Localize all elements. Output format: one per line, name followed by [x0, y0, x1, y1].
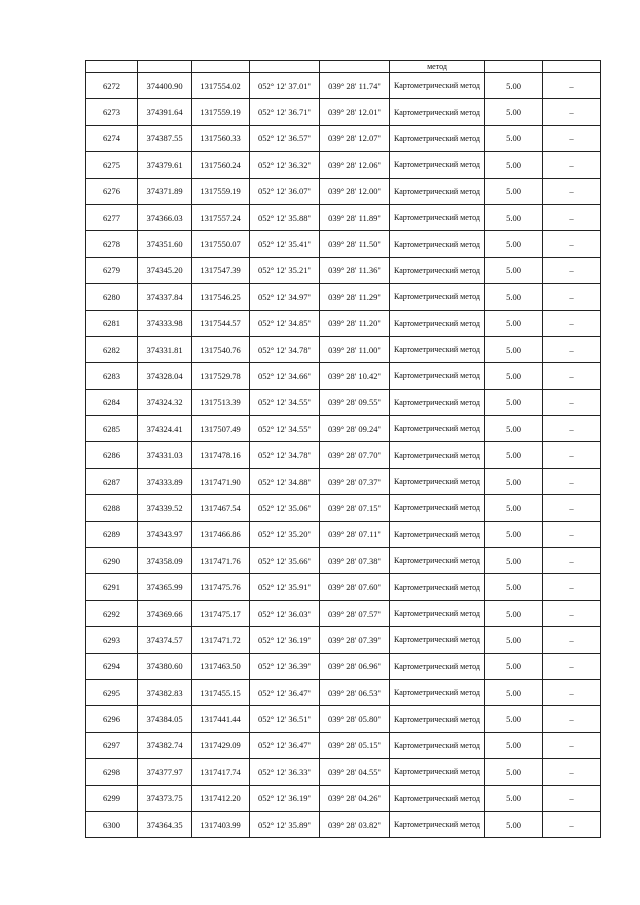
accuracy-cell: 5.00 [485, 99, 543, 125]
longitude-cell: 039° 28' 09.24" [320, 416, 390, 442]
longitude-cell: 039° 28' 07.11" [320, 521, 390, 547]
accuracy-cell: 5.00 [485, 679, 543, 705]
point-number-cell: 6295 [86, 679, 138, 705]
latitude-cell: 052° 12' 34.78" [250, 336, 320, 362]
longitude-cell: 039° 28' 06.96" [320, 653, 390, 679]
table-row [86, 416, 601, 442]
y-coordinate-cell: 1317546.25 [192, 284, 250, 310]
point-number-cell: 6294 [86, 653, 138, 679]
accuracy-cell: 5.00 [485, 336, 543, 362]
longitude-cell: 039° 28' 07.15" [320, 495, 390, 521]
x-coordinate-cell: 374371.89 [138, 178, 192, 204]
note-cell: – [543, 548, 601, 574]
accuracy-cell: 5.00 [485, 363, 543, 389]
table-row [86, 627, 601, 653]
table-row [86, 732, 601, 758]
point-number-cell: 6284 [86, 389, 138, 415]
accuracy-cell: 5.00 [485, 759, 543, 785]
point-number-cell: 6289 [86, 521, 138, 547]
longitude-cell: 039° 28' 04.26" [320, 785, 390, 811]
table-row [86, 73, 601, 99]
x-coordinate-cell: 374384.05 [138, 706, 192, 732]
table-row [86, 548, 601, 574]
method-cell: Картометрический метод [390, 363, 485, 389]
method-cell: Картометрический метод [390, 336, 485, 362]
note-cell: – [543, 178, 601, 204]
x-coordinate-cell: 374377.97 [138, 759, 192, 785]
x-coordinate-cell: 374324.41 [138, 416, 192, 442]
method-cell: Картометрический метод [390, 521, 485, 547]
longitude-cell: 039° 28' 11.29" [320, 284, 390, 310]
point-number-cell: 6291 [86, 574, 138, 600]
method-cell: Картометрический метод [390, 125, 485, 151]
note-cell: – [543, 627, 601, 653]
point-number-cell: 6280 [86, 284, 138, 310]
table-row [86, 811, 601, 837]
point-number-cell: 6283 [86, 363, 138, 389]
x-coordinate-cell: 374382.74 [138, 732, 192, 758]
longitude-cell: 039° 28' 07.39" [320, 627, 390, 653]
latitude-cell: 052° 12' 36.32" [250, 152, 320, 178]
table-row [86, 204, 601, 230]
note-cell: – [543, 600, 601, 626]
latitude-cell: 052° 12' 35.21" [250, 257, 320, 283]
y-coordinate-cell: 1317550.07 [192, 231, 250, 257]
method-cell: Картометрический метод [390, 600, 485, 626]
longitude-cell: 039° 28' 11.20" [320, 310, 390, 336]
accuracy-cell: 5.00 [485, 442, 543, 468]
latitude-cell: 052° 12' 36.07" [250, 178, 320, 204]
latitude-cell: 052° 12' 36.47" [250, 732, 320, 758]
accuracy-cell: 5.00 [485, 310, 543, 336]
table-row [86, 468, 601, 494]
y-coordinate-cell: 1317513.39 [192, 389, 250, 415]
method-cell: Картометрический метод [390, 231, 485, 257]
note-cell: – [543, 442, 601, 468]
table-row [86, 442, 601, 468]
accuracy-cell: 5.00 [485, 204, 543, 230]
y-coordinate-cell: 1317478.16 [192, 442, 250, 468]
longitude-cell: 039° 28' 06.53" [320, 679, 390, 705]
point-number-cell: 6293 [86, 627, 138, 653]
x-coordinate-cell: 374324.32 [138, 389, 192, 415]
method-cell: Картометрический метод [390, 811, 485, 837]
method-cell: Картометрический метод [390, 627, 485, 653]
accuracy-cell: 5.00 [485, 574, 543, 600]
accuracy-cell: 5.00 [485, 468, 543, 494]
x-coordinate-cell: 374382.83 [138, 679, 192, 705]
point-number-cell: 6272 [86, 73, 138, 99]
x-coordinate-cell: 374369.66 [138, 600, 192, 626]
table-row [86, 99, 601, 125]
y-coordinate-cell: 1317455.15 [192, 679, 250, 705]
point-number-cell: 6292 [86, 600, 138, 626]
point-number-cell: 6298 [86, 759, 138, 785]
longitude-cell: 039° 28' 07.57" [320, 600, 390, 626]
table-row [86, 257, 601, 283]
latitude-cell: 052° 12' 35.20" [250, 521, 320, 547]
accuracy-cell: 5.00 [485, 257, 543, 283]
table-row [86, 389, 601, 415]
longitude-cell: 039° 28' 11.00" [320, 336, 390, 362]
point-number-cell: 6300 [86, 811, 138, 837]
point-number-cell: 6279 [86, 257, 138, 283]
y-coordinate-cell: 1317547.39 [192, 257, 250, 283]
longitude-cell: 039° 28' 07.37" [320, 468, 390, 494]
latitude-cell: 052° 12' 34.55" [250, 416, 320, 442]
latitude-cell: 052° 12' 35.88" [250, 204, 320, 230]
method-cell: Картометрический метод [390, 548, 485, 574]
method-cell: Картометрический метод [390, 679, 485, 705]
method-cell: Картометрический метод [390, 574, 485, 600]
x-coordinate-cell: 374331.03 [138, 442, 192, 468]
longitude-cell: 039° 28' 12.06" [320, 152, 390, 178]
note-cell: – [543, 811, 601, 837]
latitude-cell: 052° 12' 36.39" [250, 653, 320, 679]
table-row [86, 178, 601, 204]
accuracy-cell: 5.00 [485, 284, 543, 310]
longitude-cell: 039° 28' 11.89" [320, 204, 390, 230]
accuracy-cell: 5.00 [485, 653, 543, 679]
x-coordinate-cell: 374345.20 [138, 257, 192, 283]
latitude-cell: 052° 12' 36.71" [250, 99, 320, 125]
y-coordinate-cell: 1317467.54 [192, 495, 250, 521]
x-coordinate-cell: 374364.35 [138, 811, 192, 837]
longitude-cell: 039° 28' 12.01" [320, 99, 390, 125]
x-coordinate-cell: 374337.84 [138, 284, 192, 310]
note-cell: – [543, 257, 601, 283]
accuracy-cell: 5.00 [485, 811, 543, 837]
latitude-cell: 052° 12' 36.03" [250, 600, 320, 626]
point-number-cell: 6286 [86, 442, 138, 468]
longitude-cell: 039° 28' 09.55" [320, 389, 390, 415]
table-row [86, 125, 601, 151]
point-number-cell: 6275 [86, 152, 138, 178]
y-coordinate-cell: 1317507.49 [192, 416, 250, 442]
y-coordinate-cell: 1317554.02 [192, 73, 250, 99]
method-cell: Картометрический метод [390, 99, 485, 125]
latitude-cell: 052° 12' 35.41" [250, 231, 320, 257]
accuracy-cell: 5.00 [485, 521, 543, 547]
note-cell: – [543, 574, 601, 600]
x-coordinate-cell: 374331.81 [138, 336, 192, 362]
table-row [86, 495, 601, 521]
latitude-cell: 052° 12' 34.97" [250, 284, 320, 310]
point-number-cell: 6278 [86, 231, 138, 257]
longitude-cell: 039° 28' 04.55" [320, 759, 390, 785]
accuracy-cell: 5.00 [485, 785, 543, 811]
method-cell: Картометрический метод [390, 468, 485, 494]
method-cell: метод [390, 61, 485, 73]
coordinates-table [85, 60, 601, 838]
point-number-cell: 6273 [86, 99, 138, 125]
x-coordinate-cell: 374366.03 [138, 204, 192, 230]
accuracy-cell: 5.00 [485, 178, 543, 204]
method-cell: Картометрический метод [390, 442, 485, 468]
x-coordinate-cell: 374400.90 [138, 73, 192, 99]
latitude-cell: 052° 12' 34.66" [250, 363, 320, 389]
x-coordinate-cell: 374379.61 [138, 152, 192, 178]
x-coordinate-cell: 374343.97 [138, 521, 192, 547]
point-number-cell: 6288 [86, 495, 138, 521]
y-coordinate-cell: 1317560.24 [192, 152, 250, 178]
table-row [86, 521, 601, 547]
accuracy-cell: 5.00 [485, 231, 543, 257]
accuracy-cell: 5.00 [485, 125, 543, 151]
y-coordinate-cell: 1317412.20 [192, 785, 250, 811]
latitude-cell: 052° 12' 36.51" [250, 706, 320, 732]
y-coordinate-cell: 1317475.17 [192, 600, 250, 626]
accuracy-cell: 5.00 [485, 732, 543, 758]
accuracy-cell: 5.00 [485, 600, 543, 626]
table-row [86, 152, 601, 178]
point-number-cell: 6285 [86, 416, 138, 442]
method-cell: Картометрический метод [390, 152, 485, 178]
point-number-cell: 6276 [86, 178, 138, 204]
note-cell: – [543, 363, 601, 389]
y-coordinate-cell: 1317466.86 [192, 521, 250, 547]
note-cell: – [543, 785, 601, 811]
y-coordinate-cell: 1317471.76 [192, 548, 250, 574]
accuracy-cell: 5.00 [485, 389, 543, 415]
method-cell: Картометрический метод [390, 389, 485, 415]
table-row [86, 284, 601, 310]
latitude-cell: 052° 12' 35.06" [250, 495, 320, 521]
latitude-cell: 052° 12' 36.47" [250, 679, 320, 705]
x-coordinate-cell: 374387.55 [138, 125, 192, 151]
method-cell: Картометрический метод [390, 785, 485, 811]
y-coordinate-cell: 1317557.24 [192, 204, 250, 230]
latitude-cell: 052° 12' 37.01" [250, 73, 320, 99]
note-cell: – [543, 706, 601, 732]
note-cell: – [543, 73, 601, 99]
table-row [86, 336, 601, 362]
y-coordinate-cell: 1317463.50 [192, 653, 250, 679]
note-cell: – [543, 336, 601, 362]
accuracy-cell: 5.00 [485, 416, 543, 442]
x-coordinate-cell: 374333.98 [138, 310, 192, 336]
y-coordinate-cell: 1317475.76 [192, 574, 250, 600]
y-coordinate-cell: 1317559.19 [192, 178, 250, 204]
accuracy-cell: 5.00 [485, 73, 543, 99]
x-coordinate-cell: 374328.04 [138, 363, 192, 389]
x-coordinate-cell: 374365.99 [138, 574, 192, 600]
note-cell: – [543, 125, 601, 151]
point-number-cell: 6287 [86, 468, 138, 494]
longitude-cell: 039° 28' 12.07" [320, 125, 390, 151]
latitude-cell: 052° 12' 36.19" [250, 627, 320, 653]
x-coordinate-cell: 374339.52 [138, 495, 192, 521]
x-coordinate-cell: 374380.60 [138, 653, 192, 679]
latitude-cell: 052° 12' 34.85" [250, 310, 320, 336]
note-cell: – [543, 759, 601, 785]
point-number-cell: 6282 [86, 336, 138, 362]
x-coordinate-cell: 374373.75 [138, 785, 192, 811]
table-row [86, 231, 601, 257]
note-cell: – [543, 152, 601, 178]
x-coordinate-cell: 374333.89 [138, 468, 192, 494]
latitude-cell: 052° 12' 35.91" [250, 574, 320, 600]
latitude-cell: 052° 12' 35.89" [250, 811, 320, 837]
longitude-cell: 039° 28' 11.74" [320, 73, 390, 99]
method-cell: Картометрический метод [390, 257, 485, 283]
table-row [86, 363, 601, 389]
longitude-cell: 039° 28' 07.60" [320, 574, 390, 600]
y-coordinate-cell: 1317471.72 [192, 627, 250, 653]
table-row [86, 679, 601, 705]
accuracy-cell: 5.00 [485, 495, 543, 521]
latitude-cell: 052° 12' 36.19" [250, 785, 320, 811]
latitude-cell: 052° 12' 36.57" [250, 125, 320, 151]
longitude-cell: 039° 28' 10.42" [320, 363, 390, 389]
note-cell: – [543, 653, 601, 679]
y-coordinate-cell: 1317441.44 [192, 706, 250, 732]
note-cell: – [543, 495, 601, 521]
longitude-cell: 039° 28' 11.36" [320, 257, 390, 283]
table-row [86, 574, 601, 600]
x-coordinate-cell: 374358.09 [138, 548, 192, 574]
point-number-cell: 6274 [86, 125, 138, 151]
longitude-cell: 039° 28' 11.50" [320, 231, 390, 257]
y-coordinate-cell: 1317540.76 [192, 336, 250, 362]
x-coordinate-cell: 374391.64 [138, 99, 192, 125]
note-cell: – [543, 521, 601, 547]
longitude-cell: 039° 28' 07.70" [320, 442, 390, 468]
table-row [86, 653, 601, 679]
table-row [86, 706, 601, 732]
method-cell: Картометрический метод [390, 416, 485, 442]
method-cell: Картометрический метод [390, 204, 485, 230]
longitude-cell: 039° 28' 05.15" [320, 732, 390, 758]
point-number-cell: 6297 [86, 732, 138, 758]
longitude-cell: 039° 28' 03.82" [320, 811, 390, 837]
note-cell: – [543, 204, 601, 230]
table-row [86, 310, 601, 336]
table-row [86, 759, 601, 785]
latitude-cell: 052° 12' 35.66" [250, 548, 320, 574]
note-cell: – [543, 99, 601, 125]
note-cell: – [543, 416, 601, 442]
y-coordinate-cell: 1317560.33 [192, 125, 250, 151]
method-cell: Картометрический метод [390, 495, 485, 521]
y-coordinate-cell: 1317544.57 [192, 310, 250, 336]
table-row [86, 785, 601, 811]
point-number-cell: 6290 [86, 548, 138, 574]
table-row [86, 600, 601, 626]
method-cell: Картометрический метод [390, 653, 485, 679]
method-cell: Картометрический метод [390, 732, 485, 758]
continued-row-fragment [86, 61, 601, 73]
y-coordinate-cell: 1317559.19 [192, 99, 250, 125]
method-cell: Картометрический метод [390, 284, 485, 310]
accuracy-cell: 5.00 [485, 706, 543, 732]
method-cell: Картометрический метод [390, 706, 485, 732]
latitude-cell: 052° 12' 34.88" [250, 468, 320, 494]
y-coordinate-cell: 1317417.74 [192, 759, 250, 785]
y-coordinate-cell: 1317529.78 [192, 363, 250, 389]
accuracy-cell: 5.00 [485, 152, 543, 178]
accuracy-cell: 5.00 [485, 627, 543, 653]
point-number-cell: 6277 [86, 204, 138, 230]
note-cell: – [543, 389, 601, 415]
y-coordinate-cell: 1317403.99 [192, 811, 250, 837]
note-cell: – [543, 679, 601, 705]
note-cell: – [543, 231, 601, 257]
y-coordinate-cell: 1317471.90 [192, 468, 250, 494]
point-number-cell: 6281 [86, 310, 138, 336]
point-number-cell: 6296 [86, 706, 138, 732]
point-number-cell: 6299 [86, 785, 138, 811]
latitude-cell: 052° 12' 36.33" [250, 759, 320, 785]
latitude-cell: 052° 12' 34.55" [250, 389, 320, 415]
note-cell: – [543, 310, 601, 336]
longitude-cell: 039° 28' 12.00" [320, 178, 390, 204]
method-cell: Картометрический метод [390, 178, 485, 204]
y-coordinate-cell: 1317429.09 [192, 732, 250, 758]
x-coordinate-cell: 374351.60 [138, 231, 192, 257]
longitude-cell: 039° 28' 05.80" [320, 706, 390, 732]
latitude-cell: 052° 12' 34.78" [250, 442, 320, 468]
accuracy-cell: 5.00 [485, 548, 543, 574]
longitude-cell: 039° 28' 07.38" [320, 548, 390, 574]
note-cell: – [543, 732, 601, 758]
x-coordinate-cell: 374374.57 [138, 627, 192, 653]
method-cell: Картометрический метод [390, 73, 485, 99]
note-cell: – [543, 468, 601, 494]
method-cell: Картометрический метод [390, 310, 485, 336]
note-cell: – [543, 284, 601, 310]
method-cell: Картометрический метод [390, 759, 485, 785]
